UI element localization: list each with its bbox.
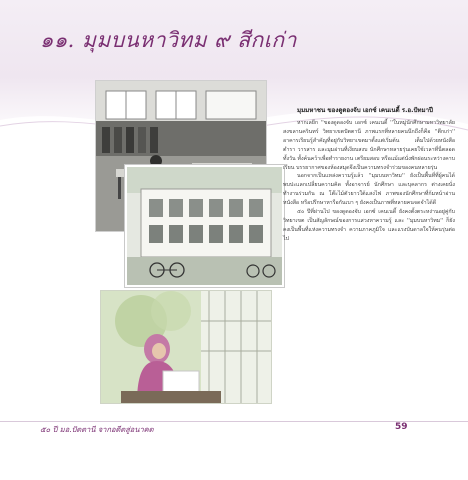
article-paragraph-1: หากเลยีก ''ของดูดองจับ เอกซ์ เคนเนดี้ ''ในหมู่นักศึกษามหาวิทยาลัยสงขลานครินทร์ วิทยาเขตปัตตานี ภาพแรกที่หลายคนนึกถึงก็คือ ''ตึกเก่า'' อาคารเรียนรู้สำคัญที่อยู่กับวิทยาเขตมาตั้งแต่เริ่มต้น เต็มไปด้วยหนังสือ ตำรา วารสาร และมุมอ่านที่เงียบสงบ นักศึกษาหลายรุ่นเคยใช้เวลาที่นี่ตลอดทั้งวัน ทั้งค้นคว้าเพื่อทำรายงาน เตรียมสอบ หรือแม้แต่นั่งพักผ่อนระหว่างคาบเรียน บรรยากาศของห้องสมุดจึงเป็นความทรงจำร่วมของคนหลายรุ่น (283, 120, 455, 171)
article-body (283, 106, 455, 244)
article-paragraph-3: ๕๐ ปีที่ผ่านไป ของดูดองจับ เอกซ์ เคนเนดี้ ยังคงตั้งตระหง่านอยู่คู่กับวิทยาเขต เป็นสัญลักษณ์ของการแสวงหาความรู้ และ ''มุมบนหาวิทม'' ก็ยังคงเป็นพื้นที่แห่งความทรงจำ ความภาคภูมิใจ และแรงบันดาลใจให้คนรุ่นต่อไป (283, 209, 455, 242)
building-exterior-photo (125, 165, 284, 287)
footer-title: ๕๐ ปี มอ.ปัตตานี จากอดีตสู่อนาคต (40, 425, 154, 434)
section-heading: ๑๑. มุมบนหาวิทม ๙ สีกเก่า (40, 28, 297, 52)
reading-student-photo (100, 290, 272, 404)
article-title: มุมมหาชน ของดูดองจับ เอกซ์ เคนเนดี้ ร.อ.ปัทมาปี (297, 107, 433, 114)
article-paragraph-2: นอกจากเป็นแหล่งความรู้แล้ว ''มุมบนหาวิทม'' ยังเป็นพื้นที่ที่ผู้คนได้พบปะแลกเปลี่ยนความคิด ทั้งอาจารย์ นักศึกษา และบุคลากร ต่างเคยนั่งทำงานร่วมกัน ณ โต๊ะไม้ตัวยาวใต้แสงไฟ ภาพของนักศึกษาที่ก้มหน้าอ่านหนังสือ หรือปรึกษาหารือกันเบา ๆ ยังคงเป็นภาพที่หลายคนจดจำได้ดี (283, 173, 455, 207)
page-number: 59 (395, 422, 408, 432)
